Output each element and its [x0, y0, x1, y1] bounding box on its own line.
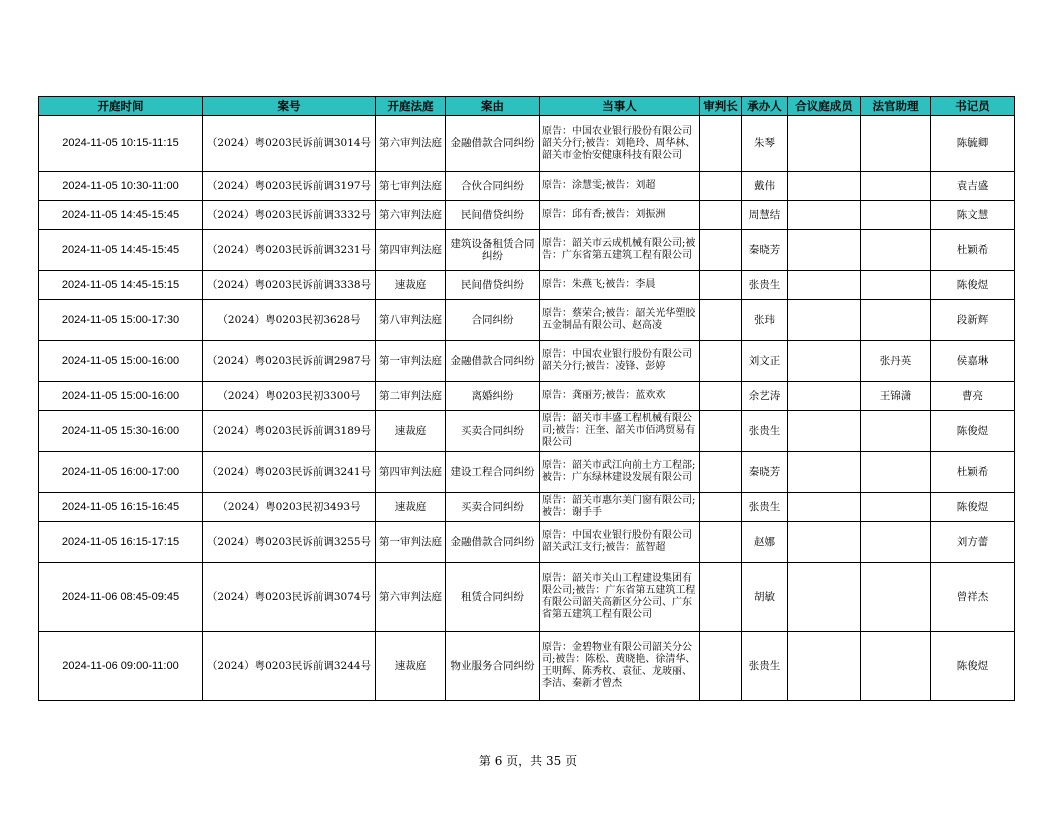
- hearing-schedule-table: [38, 96, 1015, 701]
- column-header: 开庭时间: [39, 97, 203, 116]
- judge-assistant-cell: [861, 411, 931, 452]
- hearing-time-cell: 2024-11-05 16:15-16:45: [39, 493, 203, 522]
- handler-cell: 刘文正: [742, 341, 788, 382]
- panel-members-cell: [788, 493, 861, 522]
- column-header: 开庭法庭: [376, 97, 446, 116]
- parties-cell: 原告：中国农业银行股份有限公司韶关武江支行;被告：蓝智超: [540, 522, 700, 563]
- column-header: 审判长: [700, 97, 742, 116]
- chief-judge-cell: [700, 382, 742, 411]
- table-row: [39, 493, 1015, 522]
- parties-cell: 原告：朱燕飞;被告：李晨: [540, 271, 700, 300]
- chief-judge-cell: [700, 341, 742, 382]
- hearing-time-cell: 2024-11-05 16:15-17:15: [39, 522, 203, 563]
- case-number-cell: （2024）粤0203民初3300号: [203, 382, 376, 411]
- hearing-time-cell: 2024-11-05 15:00-17:30: [39, 300, 203, 341]
- handler-cell: 张贵生: [742, 271, 788, 300]
- panel-members-cell: [788, 382, 861, 411]
- panel-members-cell: [788, 563, 861, 632]
- chief-judge-cell: [700, 271, 742, 300]
- handler-cell: 赵娜: [742, 522, 788, 563]
- parties-cell: 原告：金碧物业有限公司韶关分公司;被告：陈松、黄晓艳、徐清华、王明辉、陈秀枚、袁征、龙玻丽、李洁、秦新才曾杰: [540, 632, 700, 701]
- chief-judge-cell: [700, 230, 742, 271]
- panel-members-cell: [788, 116, 861, 172]
- chief-judge-cell: [700, 632, 742, 701]
- column-header: 法官助理: [861, 97, 931, 116]
- judge-assistant-cell: [861, 632, 931, 701]
- case-cause-cell: 建筑设备租赁合同纠纷: [446, 230, 540, 271]
- courtroom-cell: 第八审判法庭: [376, 300, 446, 341]
- clerk-cell: 杜颖希: [931, 452, 1015, 493]
- parties-cell: 原告：韶关市关山工程建设集团有限公司;被告：广东省第五建筑工程有限公司韶关高新区分公司、广东省第五建筑工程有限公司: [540, 563, 700, 632]
- judge-assistant-cell: [861, 563, 931, 632]
- courtroom-cell: 第二审判法庭: [376, 382, 446, 411]
- table-row: [39, 116, 1015, 172]
- panel-members-cell: [788, 172, 861, 201]
- column-header: 案号: [203, 97, 376, 116]
- case-cause-cell: 租赁合同纠纷: [446, 563, 540, 632]
- case-cause-cell: 买卖合同纠纷: [446, 411, 540, 452]
- courtroom-cell: 第四审判法庭: [376, 452, 446, 493]
- column-header: 承办人: [742, 97, 788, 116]
- case-number-cell: （2024）粤0203民诉前调3244号: [203, 632, 376, 701]
- case-cause-cell: 建设工程合同纠纷: [446, 452, 540, 493]
- clerk-cell: 陈俊煜: [931, 271, 1015, 300]
- courtroom-cell: 速裁庭: [376, 632, 446, 701]
- hearing-time-cell: 2024-11-05 14:45-15:15: [39, 271, 203, 300]
- case-cause-cell: 金融借款合同纠纷: [446, 116, 540, 172]
- case-cause-cell: 合伙合同纠纷: [446, 172, 540, 201]
- judge-assistant-cell: 王锦潇: [861, 382, 931, 411]
- chief-judge-cell: [700, 300, 742, 341]
- table-row: [39, 201, 1015, 230]
- table-row: [39, 522, 1015, 563]
- case-number-cell: （2024）粤0203民诉前调3332号: [203, 201, 376, 230]
- judge-assistant-cell: [861, 452, 931, 493]
- courtroom-cell: 速裁庭: [376, 411, 446, 452]
- parties-cell: 原告：龚丽芳;被告：蓝欢欢: [540, 382, 700, 411]
- hearing-time-cell: 2024-11-05 16:00-17:00: [39, 452, 203, 493]
- table-row: [39, 563, 1015, 632]
- chief-judge-cell: [700, 201, 742, 230]
- handler-cell: 张玮: [742, 300, 788, 341]
- panel-members-cell: [788, 522, 861, 563]
- chief-judge-cell: [700, 116, 742, 172]
- hearing-time-cell: 2024-11-06 08:45-09:45: [39, 563, 203, 632]
- table-row: [39, 382, 1015, 411]
- clerk-cell: 曹亮: [931, 382, 1015, 411]
- case-number-cell: （2024）粤0203民诉前调3014号: [203, 116, 376, 172]
- judge-assistant-cell: [861, 271, 931, 300]
- hearing-time-cell: 2024-11-05 10:30-11:00: [39, 172, 203, 201]
- handler-cell: 余艺涛: [742, 382, 788, 411]
- table-row: [39, 271, 1015, 300]
- case-number-cell: （2024）粤0203民诉前调2987号: [203, 341, 376, 382]
- panel-members-cell: [788, 411, 861, 452]
- case-cause-cell: 金融借款合同纠纷: [446, 522, 540, 563]
- panel-members-cell: [788, 341, 861, 382]
- column-header: 合议庭成员: [788, 97, 861, 116]
- case-number-cell: （2024）粤0203民诉前调3231号: [203, 230, 376, 271]
- table-row: [39, 411, 1015, 452]
- table-row: [39, 172, 1015, 201]
- judge-assistant-cell: [861, 300, 931, 341]
- clerk-cell: 段新辉: [931, 300, 1015, 341]
- panel-members-cell: [788, 452, 861, 493]
- chief-judge-cell: [700, 522, 742, 563]
- panel-members-cell: [788, 632, 861, 701]
- clerk-cell: 杜颖希: [931, 230, 1015, 271]
- case-number-cell: （2024）粤0203民诉前调3255号: [203, 522, 376, 563]
- column-header: 案由: [446, 97, 540, 116]
- clerk-cell: 陈毓卿: [931, 116, 1015, 172]
- case-number-cell: （2024）粤0203民初3628号: [203, 300, 376, 341]
- clerk-cell: 侯嘉琳: [931, 341, 1015, 382]
- table-body: [39, 116, 1015, 701]
- chief-judge-cell: [700, 563, 742, 632]
- handler-cell: 张贵生: [742, 411, 788, 452]
- panel-members-cell: [788, 201, 861, 230]
- hearing-time-cell: 2024-11-05 15:00-16:00: [39, 382, 203, 411]
- case-cause-cell: 金融借款合同纠纷: [446, 341, 540, 382]
- courtroom-cell: 第七审判法庭: [376, 172, 446, 201]
- column-header: 当事人: [540, 97, 700, 116]
- clerk-cell: 袁吉盛: [931, 172, 1015, 201]
- hearing-time-cell: 2024-11-05 14:45-15:45: [39, 201, 203, 230]
- clerk-cell: 陈俊煜: [931, 411, 1015, 452]
- case-number-cell: （2024）粤0203民诉前调3197号: [203, 172, 376, 201]
- hearing-time-cell: 2024-11-05 10:15-11:15: [39, 116, 203, 172]
- panel-members-cell: [788, 271, 861, 300]
- chief-judge-cell: [700, 172, 742, 201]
- table-row: [39, 300, 1015, 341]
- handler-cell: 戴伟: [742, 172, 788, 201]
- handler-cell: 秦晓芳: [742, 452, 788, 493]
- parties-cell: 原告：中国农业银行股份有限公司韶关分行;被告：刘艳玲、周华林、韶关市金怡安健康科技有限公司: [540, 116, 700, 172]
- clerk-cell: 曾祥杰: [931, 563, 1015, 632]
- parties-cell: 原告：韶关市丰盛工程机械有限公司;被告：汪奎、韶关市佰鸿贸易有限公司: [540, 411, 700, 452]
- case-number-cell: （2024）粤0203民初3493号: [203, 493, 376, 522]
- courtroom-cell: 速裁庭: [376, 271, 446, 300]
- chief-judge-cell: [700, 493, 742, 522]
- case-cause-cell: 合同纠纷: [446, 300, 540, 341]
- judge-assistant-cell: [861, 493, 931, 522]
- parties-cell: 原告：韶关市武江向前土方工程部;被告：广东绿林建设发展有限公司: [540, 452, 700, 493]
- clerk-cell: 刘方蕾: [931, 522, 1015, 563]
- hearing-time-cell: 2024-11-05 15:30-16:00: [39, 411, 203, 452]
- clerk-cell: 陈俊煜: [931, 493, 1015, 522]
- courtroom-cell: 第六审判法庭: [376, 563, 446, 632]
- judge-assistant-cell: [861, 172, 931, 201]
- courtroom-cell: 速裁庭: [376, 493, 446, 522]
- case-number-cell: （2024）粤0203民诉前调3241号: [203, 452, 376, 493]
- handler-cell: 朱琴: [742, 116, 788, 172]
- table-row: [39, 230, 1015, 271]
- judge-assistant-cell: 张丹英: [861, 341, 931, 382]
- column-header: 书记员: [931, 97, 1015, 116]
- courtroom-cell: 第六审判法庭: [376, 201, 446, 230]
- judge-assistant-cell: [861, 201, 931, 230]
- parties-cell: 原告：中国农业银行股份有限公司韶关分行;被告：凌锋、彭婷: [540, 341, 700, 382]
- judge-assistant-cell: [861, 522, 931, 563]
- case-cause-cell: 物业服务合同纠纷: [446, 632, 540, 701]
- handler-cell: 秦晓芳: [742, 230, 788, 271]
- panel-members-cell: [788, 300, 861, 341]
- handler-cell: 张贵生: [742, 632, 788, 701]
- table-row: [39, 452, 1015, 493]
- clerk-cell: 陈文慧: [931, 201, 1015, 230]
- case-cause-cell: 买卖合同纠纷: [446, 493, 540, 522]
- courtroom-cell: 第一审判法庭: [376, 341, 446, 382]
- clerk-cell: 陈俊煜: [931, 632, 1015, 701]
- parties-cell: 原告：韶关市惠尔美门窗有限公司;被告：谢手手: [540, 493, 700, 522]
- parties-cell: 原告：韶关市云成机械有限公司;被告：广东省第五建筑工程有限公司: [540, 230, 700, 271]
- table-row: [39, 632, 1015, 701]
- case-number-cell: （2024）粤0203民诉前调3189号: [203, 411, 376, 452]
- case-number-cell: （2024）粤0203民诉前调3074号: [203, 563, 376, 632]
- parties-cell: 原告：邱有香;被告：刘振洲: [540, 201, 700, 230]
- handler-cell: 周慧结: [742, 201, 788, 230]
- parties-cell: 原告：涂慧雯;被告：刘超: [540, 172, 700, 201]
- hearing-time-cell: 2024-11-05 15:00-16:00: [39, 341, 203, 382]
- chief-judge-cell: [700, 411, 742, 452]
- handler-cell: 张贵生: [742, 493, 788, 522]
- chief-judge-cell: [700, 452, 742, 493]
- table-row: [39, 341, 1015, 382]
- judge-assistant-cell: [861, 116, 931, 172]
- case-cause-cell: 民间借贷纠纷: [446, 201, 540, 230]
- parties-cell: 原告：蔡荣合;被告：韶关光华塑胶五金制品有限公司、赵高凌: [540, 300, 700, 341]
- case-number-cell: （2024）粤0203民诉前调3338号: [203, 271, 376, 300]
- handler-cell: 胡敏: [742, 563, 788, 632]
- judge-assistant-cell: [861, 230, 931, 271]
- hearing-time-cell: 2024-11-05 14:45-15:45: [39, 230, 203, 271]
- courtroom-cell: 第六审判法庭: [376, 116, 446, 172]
- courtroom-cell: 第四审判法庭: [376, 230, 446, 271]
- panel-members-cell: [788, 230, 861, 271]
- page-number: 第 6 页，共 35 页: [478, 754, 578, 768]
- case-cause-cell: 民间借贷纠纷: [446, 271, 540, 300]
- courtroom-cell: 第一审判法庭: [376, 522, 446, 563]
- hearing-time-cell: 2024-11-06 09:00-11:00: [39, 632, 203, 701]
- header-row: [39, 97, 1015, 116]
- case-cause-cell: 离婚纠纷: [446, 382, 540, 411]
